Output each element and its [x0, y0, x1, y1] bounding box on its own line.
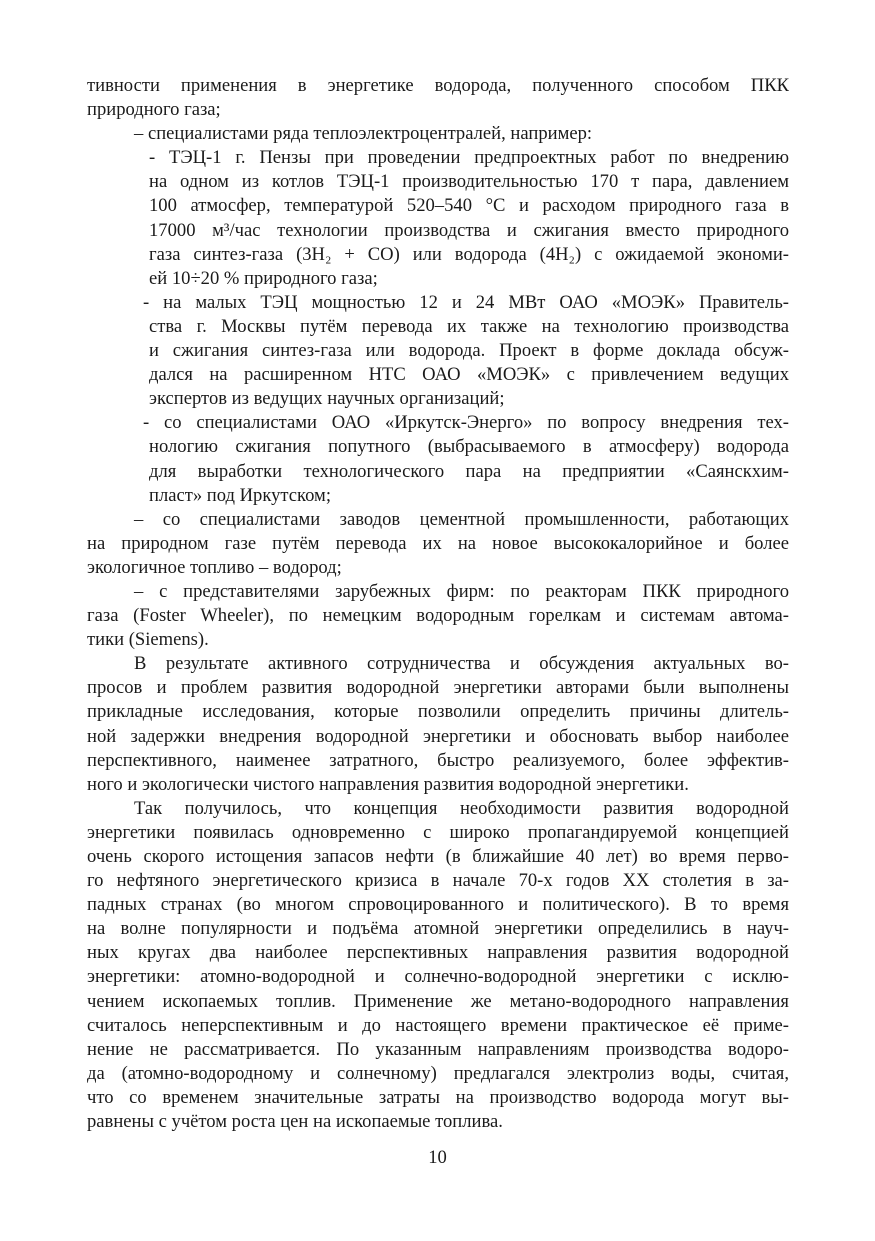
- text-line: чением ископаемых топлив. Применение же метано-водородного направления: [87, 990, 789, 1012]
- text-line: - на малых ТЭЦ мощностью 12 и 24 МВт ОАО «МОЭК» Правитель-: [143, 291, 789, 313]
- text-line: – специалистами ряда теплоэлектроцентралей, например:: [134, 123, 593, 145]
- text-line: для выработки технологического пара на предприятии «Саянскхим-: [149, 460, 789, 482]
- text-line: ства г. Москвы путём перевода их также на технологию производства: [149, 315, 789, 337]
- text-line: прикладные исследования, которые позволили определить причины длитель-: [87, 701, 789, 723]
- text-line: пласт» под Иркутском;: [149, 484, 331, 506]
- text-line: на одном из котлов ТЭЦ-1 производительностью 170 т пара, давлением: [149, 171, 789, 193]
- text-line: экспертов из ведущих научных организаций;: [149, 388, 505, 410]
- text-line: равнены с учётом роста цен на ископаемые топлива.: [87, 1111, 503, 1133]
- text-line: просов и проблем развития водородной энергетики авторами были выполнены: [87, 677, 789, 699]
- text-line: очень скорого истощения запасов нефти (в ближайшие 40 лет) во время перво-: [87, 846, 789, 867]
- text-line: Так получилось, что концепция необходимости развития водородной: [134, 797, 789, 819]
- text-line: – с представителями зарубежных фирм: по реакторам ПКК природного: [134, 580, 789, 602]
- text-line: 100 атмосфер, температурой 520–540 °С и расходом природного газа в: [149, 195, 789, 217]
- text-line: падных странах (во многом спровоцированного и политического). В то время: [87, 894, 789, 916]
- text-line: и сжигания синтез-газа или водорода. Проект в форме доклада обсуж-: [149, 340, 789, 362]
- text-line: тивности применения в энергетике водорода, полученного способом ПКК: [87, 75, 789, 96]
- text-line: нологию сжигания попутного (выбрасываемого в атмосферу) водорода: [149, 436, 789, 458]
- text-line: ей 10÷20 % природного газа;: [149, 267, 378, 289]
- text-line: считалось неперспективным и до настоящего времени практическое её приме-: [87, 1014, 789, 1036]
- text-line: ных кругах два наиболее перспективных направления развития водородной: [87, 942, 789, 964]
- text-line: го нефтяного энергетического кризиса в начале 70-х годов XX столетия в за-: [87, 870, 789, 892]
- text-line: природного газа;: [87, 99, 221, 121]
- text-line: газа синтез-газа (3H₂ + CO) или водорода (4H₂) с ожидаемой экономи-: [149, 243, 789, 265]
- text-line: газа (Foster Wheeler), по немецким водородным горелкам и системам автома-: [87, 605, 789, 627]
- text-line: ной задержки внедрения водородной энергетики и обосновать выбор наиболее: [87, 725, 789, 747]
- text-line: 17000 м³/час технологии производства и сжигания вместо природного: [149, 219, 789, 241]
- text-line: - ТЭЦ-1 г. Пензы при проведении предпроектных работ по внедрению: [149, 147, 789, 169]
- text-line: нение не рассматривается. По указанным направлениям производства водоро-: [87, 1038, 789, 1060]
- text-line: экологичное топливо – водород;: [87, 556, 342, 578]
- text-line: энергетики появилась одновременно с широко пропагандируемой концепцией: [87, 821, 789, 843]
- text-line: тики (Siemens).: [87, 629, 209, 651]
- text-line: ного и экологически чистого направления развития водородной энергетики.: [87, 773, 689, 795]
- body-text: [87, 74, 789, 1134]
- text-line: что со временем значительные затраты на производство водорода могут вы-: [87, 1086, 789, 1108]
- text-line: – со специалистами заводов цементной промышленности, работающих: [134, 508, 789, 530]
- page-number: 10: [428, 1147, 447, 1168]
- text-line: на природном газе путём перевода их на новое высококалорийное и более: [87, 532, 789, 554]
- text-line: да (атомно-водородному и солнечному) предлагался электролиз воды, считая,: [87, 1062, 789, 1084]
- text-line: на волне популярности и подъёма атомной энергетики определились в науч-: [87, 918, 789, 940]
- text-line: энергетики: атомно-водородной и солнечно-водородной энергетики с исклю-: [87, 966, 789, 988]
- text-line: перспективного, наименее затратного, быстро реализуемого, более эффектив-: [87, 749, 789, 771]
- text-line: В результате активного сотрудничества и обсуждения актуальных во-: [134, 653, 789, 675]
- text-line: - со специалистами ОАО «Иркутск-Энерго» по вопросу внедрения тех-: [143, 412, 789, 434]
- text-line: дался на расширенном НТС ОАО «МОЭК» с привлечением ведущих: [149, 364, 789, 386]
